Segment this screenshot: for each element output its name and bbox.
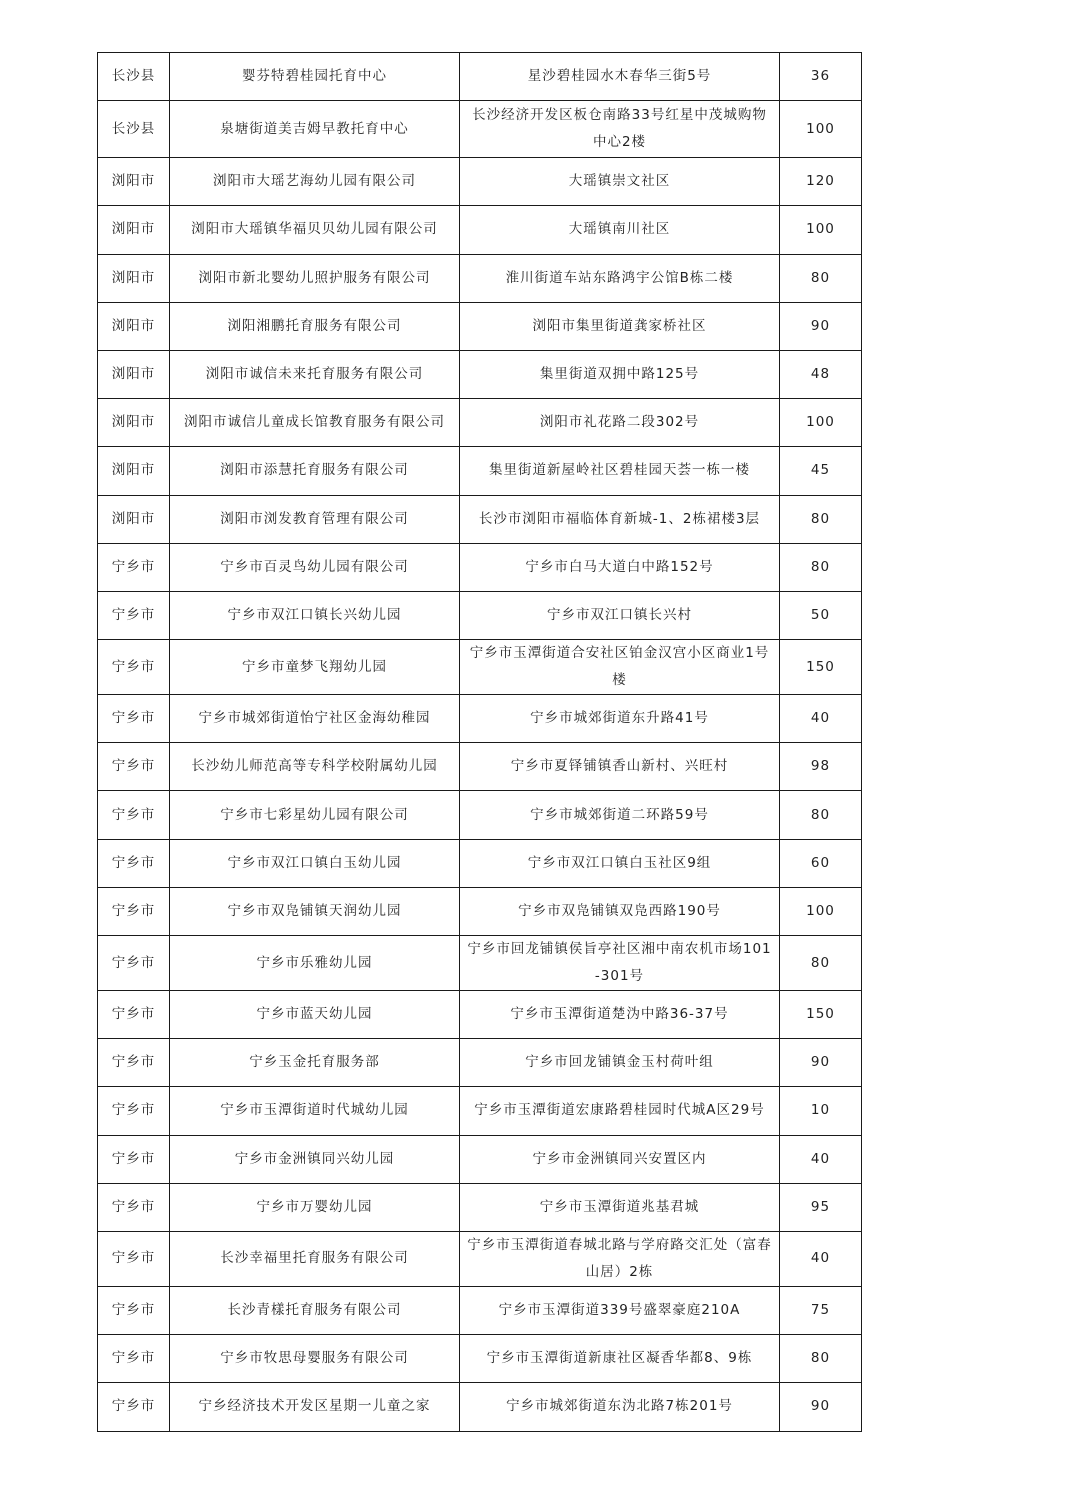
institution-name-cell: 浏阳市浏发教育管理有限公司: [170, 495, 460, 543]
address-cell: 大瑶镇南川社区: [460, 206, 780, 254]
capacity-cell: 80: [780, 791, 862, 839]
table-row: [98, 936, 862, 991]
address-cell: 宁乡市玉潭街道宏康路碧桂园时代城A区29号: [460, 1087, 780, 1135]
district-cell: 宁乡市: [98, 1039, 170, 1087]
capacity-cell: 150: [780, 991, 862, 1039]
address-cell: 长沙市浏阳市福临体育新城-1、2栋裙楼3层: [460, 495, 780, 543]
address-cell: 集里街道双拥中路125号: [460, 350, 780, 398]
capacity-cell: 150: [780, 640, 862, 695]
address-cell: 宁乡市玉潭街道合安社区铂金汉宫小区商业1号楼: [460, 640, 780, 695]
district-cell: 宁乡市: [98, 936, 170, 991]
capacity-cell: 80: [780, 936, 862, 991]
address-cell: 集里街道新屋岭社区碧桂园天荟一栋一楼: [460, 447, 780, 495]
capacity-cell: 80: [780, 543, 862, 591]
address-cell: 宁乡市玉潭街道楚沩中路36-37号: [460, 991, 780, 1039]
institution-name-cell: 宁乡玉金托育服务部: [170, 1039, 460, 1087]
institution-name-cell: 宁乡市双凫铺镇天润幼儿园: [170, 887, 460, 935]
table-row: [98, 1231, 862, 1286]
district-cell: 宁乡市: [98, 1087, 170, 1135]
district-cell: 宁乡市: [98, 839, 170, 887]
address-cell: 宁乡市城郊街道东升路41号: [460, 695, 780, 743]
institution-name-cell: 宁乡市七彩星幼儿园有限公司: [170, 791, 460, 839]
capacity-cell: 100: [780, 206, 862, 254]
capacity-cell: 120: [780, 158, 862, 206]
institution-name-cell: 婴芬特碧桂园托育中心: [170, 53, 460, 101]
table-row: [98, 791, 862, 839]
table-row: [98, 302, 862, 350]
capacity-cell: 95: [780, 1183, 862, 1231]
table-row: [98, 1286, 862, 1334]
address-cell: 宁乡市夏铎铺镇香山新村、兴旺村: [460, 743, 780, 791]
table-row: [98, 158, 862, 206]
address-cell: 宁乡市金洲镇同兴安置区内: [460, 1135, 780, 1183]
institution-name-cell: 宁乡市乐雅幼儿园: [170, 936, 460, 991]
address-cell: 淮川街道车站东路鸿宇公馆B栋二楼: [460, 254, 780, 302]
table-row: [98, 1087, 862, 1135]
table-row: [98, 53, 862, 101]
table-body: [98, 53, 862, 1432]
capacity-cell: 40: [780, 1231, 862, 1286]
address-cell: 浏阳市集里街道龚家桥社区: [460, 302, 780, 350]
table-row: [98, 887, 862, 935]
district-cell: 宁乡市: [98, 1286, 170, 1334]
district-cell: 浏阳市: [98, 447, 170, 495]
address-cell: 宁乡市白马大道白中路152号: [460, 543, 780, 591]
table-row: [98, 101, 862, 158]
capacity-cell: 40: [780, 1135, 862, 1183]
table-row: [98, 350, 862, 398]
address-cell: 宁乡市回龙铺镇侯旨亭社区湘中南农机市场101-301号: [460, 936, 780, 991]
institution-name-cell: 宁乡市百灵鸟幼儿园有限公司: [170, 543, 460, 591]
table-row: [98, 1335, 862, 1383]
institution-name-cell: 浏阳市诚信儿童成长馆教育服务有限公司: [170, 399, 460, 447]
capacity-cell: 90: [780, 1383, 862, 1431]
district-cell: 浏阳市: [98, 495, 170, 543]
district-cell: 宁乡市: [98, 695, 170, 743]
institution-name-cell: 浏阳市诚信未来托育服务有限公司: [170, 350, 460, 398]
institution-name-cell: 浏阳市添慧托育服务有限公司: [170, 447, 460, 495]
institution-name-cell: 宁乡市城郊街道怡宁社区金海幼稚园: [170, 695, 460, 743]
capacity-cell: 10: [780, 1087, 862, 1135]
capacity-cell: 80: [780, 254, 862, 302]
institution-name-cell: 宁乡市双江口镇白玉幼儿园: [170, 839, 460, 887]
institution-name-cell: 宁乡经济技术开发区星期一儿童之家: [170, 1383, 460, 1431]
district-cell: 浏阳市: [98, 158, 170, 206]
capacity-cell: 45: [780, 447, 862, 495]
institution-name-cell: 宁乡市双江口镇长兴幼儿园: [170, 591, 460, 639]
table-row: [98, 591, 862, 639]
address-cell: 宁乡市城郊街道东沩北路7栋201号: [460, 1383, 780, 1431]
institution-name-cell: 宁乡市金洲镇同兴幼儿园: [170, 1135, 460, 1183]
table-row: [98, 1383, 862, 1431]
district-cell: 宁乡市: [98, 1183, 170, 1231]
district-cell: 长沙县: [98, 53, 170, 101]
capacity-cell: 100: [780, 399, 862, 447]
institution-name-cell: 宁乡市牧思母婴服务有限公司: [170, 1335, 460, 1383]
table-row: [98, 543, 862, 591]
capacity-cell: 98: [780, 743, 862, 791]
institution-name-cell: 泉塘街道美吉姆早教托育中心: [170, 101, 460, 158]
table-row: [98, 743, 862, 791]
institution-name-cell: 浏阳湘鹏托育服务有限公司: [170, 302, 460, 350]
district-cell: 浏阳市: [98, 206, 170, 254]
district-cell: 宁乡市: [98, 1231, 170, 1286]
address-cell: 宁乡市玉潭街道339号盛翠豪庭210A: [460, 1286, 780, 1334]
district-cell: 宁乡市: [98, 743, 170, 791]
institution-name-cell: 长沙幼儿师范高等专科学校附属幼儿园: [170, 743, 460, 791]
district-cell: 浏阳市: [98, 254, 170, 302]
table-row: [98, 839, 862, 887]
childcare-institutions-table: [97, 52, 862, 1432]
institution-name-cell: 浏阳市大瑶艺海幼儿园有限公司: [170, 158, 460, 206]
capacity-cell: 90: [780, 302, 862, 350]
capacity-cell: 36: [780, 53, 862, 101]
institution-name-cell: 宁乡市万婴幼儿园: [170, 1183, 460, 1231]
table-row: [98, 1183, 862, 1231]
district-cell: 长沙县: [98, 101, 170, 158]
institution-name-cell: 长沙青樣托育服务有限公司: [170, 1286, 460, 1334]
district-cell: 宁乡市: [98, 1383, 170, 1431]
address-cell: 长沙经济开发区板仓南路33号红星中茂城购物中心2楼: [460, 101, 780, 158]
table-row: [98, 206, 862, 254]
address-cell: 大瑶镇崇文社区: [460, 158, 780, 206]
capacity-cell: 60: [780, 839, 862, 887]
capacity-cell: 50: [780, 591, 862, 639]
address-cell: 宁乡市玉潭街道新康社区凝香华都8、9栋: [460, 1335, 780, 1383]
district-cell: 宁乡市: [98, 640, 170, 695]
institution-name-cell: 浏阳市新北婴幼儿照护服务有限公司: [170, 254, 460, 302]
capacity-cell: 75: [780, 1286, 862, 1334]
table-row: [98, 254, 862, 302]
institution-name-cell: 宁乡市蓝天幼儿园: [170, 991, 460, 1039]
capacity-cell: 48: [780, 350, 862, 398]
table-row: [98, 399, 862, 447]
district-cell: 浏阳市: [98, 350, 170, 398]
district-cell: 宁乡市: [98, 1135, 170, 1183]
address-cell: 宁乡市玉潭街道兆基君城: [460, 1183, 780, 1231]
address-cell: 宁乡市双凫铺镇双凫西路190号: [460, 887, 780, 935]
institution-name-cell: 长沙幸福里托育服务有限公司: [170, 1231, 460, 1286]
address-cell: 宁乡市双江口镇长兴村: [460, 591, 780, 639]
address-cell: 浏阳市礼花路二段302号: [460, 399, 780, 447]
district-cell: 宁乡市: [98, 991, 170, 1039]
capacity-cell: 80: [780, 1335, 862, 1383]
table-row: [98, 1135, 862, 1183]
district-cell: 宁乡市: [98, 887, 170, 935]
address-cell: 宁乡市回龙铺镇金玉村荷叶组: [460, 1039, 780, 1087]
institution-name-cell: 宁乡市童梦飞翔幼儿园: [170, 640, 460, 695]
table-row: [98, 447, 862, 495]
address-cell: 宁乡市双江口镇白玉社区9组: [460, 839, 780, 887]
district-cell: 宁乡市: [98, 591, 170, 639]
district-cell: 宁乡市: [98, 543, 170, 591]
table-row: [98, 1039, 862, 1087]
district-cell: 宁乡市: [98, 1335, 170, 1383]
address-cell: 宁乡市玉潭街道春城北路与学府路交汇处（富春山居）2栋: [460, 1231, 780, 1286]
capacity-cell: 90: [780, 1039, 862, 1087]
address-cell: 星沙碧桂园水木春华三街5号: [460, 53, 780, 101]
capacity-cell: 80: [780, 495, 862, 543]
address-cell: 宁乡市城郊街道二环路59号: [460, 791, 780, 839]
table-row: [98, 695, 862, 743]
district-cell: 宁乡市: [98, 791, 170, 839]
table-row: [98, 991, 862, 1039]
district-cell: 浏阳市: [98, 302, 170, 350]
capacity-cell: 100: [780, 101, 862, 158]
capacity-cell: 40: [780, 695, 862, 743]
table-row: [98, 640, 862, 695]
institution-name-cell: 浏阳市大瑶镇华福贝贝幼儿园有限公司: [170, 206, 460, 254]
capacity-cell: 100: [780, 887, 862, 935]
table-row: [98, 495, 862, 543]
institution-name-cell: 宁乡市玉潭街道时代城幼儿园: [170, 1087, 460, 1135]
district-cell: 浏阳市: [98, 399, 170, 447]
